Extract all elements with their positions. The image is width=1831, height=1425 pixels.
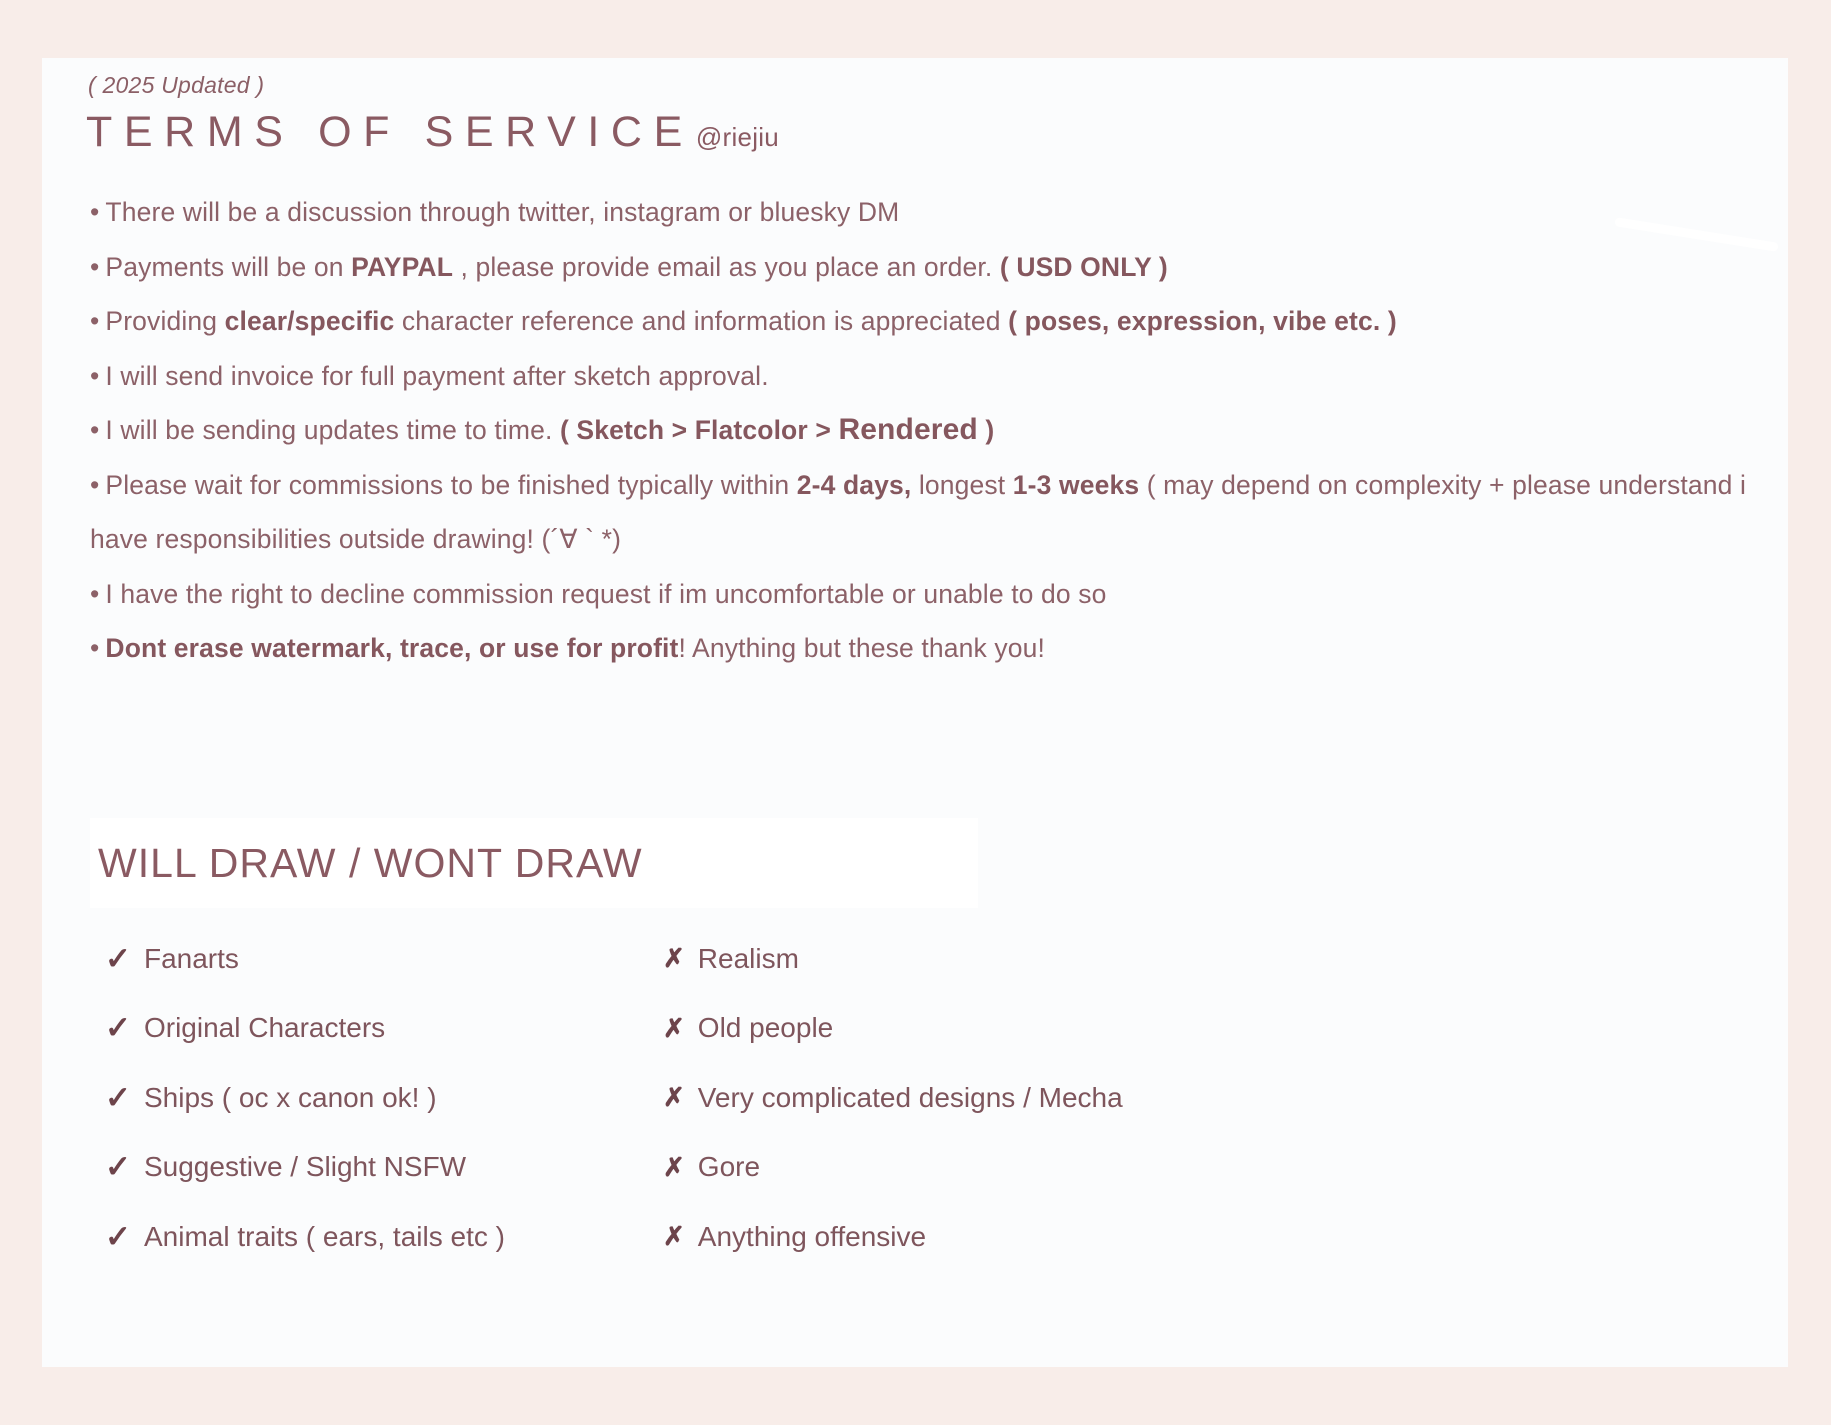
bullet-marker: • xyxy=(90,469,100,500)
tos-bullet-text: 2-4 days, xyxy=(796,469,912,500)
bullet-marker: • xyxy=(90,251,100,282)
list-item-label: Realism xyxy=(697,942,799,974)
list-item-label: Suggestive / Slight NSFW xyxy=(143,1151,467,1183)
tos-bullet-text: Please wait for commissions to be finished typically within xyxy=(105,469,797,500)
artist-handle: @riejiu xyxy=(695,122,779,152)
list-item xyxy=(105,1133,505,1203)
tos-bullet-text: Rendered xyxy=(838,413,978,446)
tos-bullet-text: I will send invoice for full payment after sketch approval. xyxy=(105,360,769,391)
tos-bullet-text: character reference and information is appreciated xyxy=(394,306,1009,336)
tos-bullet-text: ( Sketch > Flatcolor > xyxy=(559,415,839,445)
list-item-label: Animal traits ( ears, tails etc ) xyxy=(143,1220,505,1252)
tos-bullet-text: ( may depend on complexity + please understand i have responsibilities outside drawing! (´∀ ` *) xyxy=(90,469,1746,554)
cross-icon: ✗ xyxy=(663,1082,685,1113)
will-draw-list xyxy=(105,924,505,1272)
bullet-marker: • xyxy=(90,360,100,391)
list-item xyxy=(105,924,505,994)
list-item xyxy=(663,1063,1123,1133)
check-icon: ✓ xyxy=(105,1079,131,1115)
list-item-label: Gore xyxy=(697,1151,761,1183)
tos-bullet-text: ( USD ONLY ) xyxy=(999,251,1168,282)
tos-bullet-text: clear/specific xyxy=(224,306,395,336)
check-icon: ✓ xyxy=(105,1010,131,1046)
list-item-label: Very complicated designs / Mecha xyxy=(697,1081,1123,1113)
page-title: TERMS OF SERVICE xyxy=(86,108,694,156)
cross-icon: ✗ xyxy=(663,943,685,974)
list-item xyxy=(105,1202,505,1272)
tos-bullet xyxy=(90,621,1755,676)
list-item-label: Old people xyxy=(697,1012,834,1044)
tos-bullet-text: I have the right to decline commission request if im uncomfortable or unable to do so xyxy=(105,578,1107,609)
tos-bullet xyxy=(90,185,1755,240)
list-item-label: Fanarts xyxy=(143,942,239,974)
tos-bullet-text: ( poses, expression, vibe etc. ) xyxy=(1008,306,1397,336)
list-item-label: Anything offensive xyxy=(697,1220,927,1252)
tos-bullet-text: Providing xyxy=(105,306,225,336)
tos-bullet-text: 1-3 weeks xyxy=(1012,469,1140,500)
list-item xyxy=(663,994,1123,1064)
bullet-marker: • xyxy=(90,306,100,336)
bullet-marker: • xyxy=(90,197,100,227)
cross-icon: ✗ xyxy=(663,1151,685,1182)
list-item xyxy=(105,994,505,1064)
wont-draw-list xyxy=(663,924,1123,1272)
updated-note: ( 2025 Updated ) xyxy=(88,72,265,98)
tos-bullet xyxy=(90,349,1755,404)
title-row xyxy=(86,108,779,157)
tos-bullet-text: I will be sending updates time to time. xyxy=(105,415,560,445)
tos-bullet-list xyxy=(90,185,1755,676)
list-item-label: Ships ( oc x canon ok! ) xyxy=(143,1081,437,1113)
tos-bullet xyxy=(90,403,1755,458)
tos-bullet-text: PAYPAL xyxy=(351,251,454,282)
tos-bullet xyxy=(90,240,1755,295)
bullet-marker: • xyxy=(90,578,100,609)
list-item xyxy=(663,1133,1123,1203)
tos-bullet-text: , please provide email as you place an order. xyxy=(453,251,1000,282)
bullet-marker: • xyxy=(90,415,100,445)
list-item xyxy=(663,1202,1123,1272)
tos-card xyxy=(42,58,1788,1367)
tos-bullet-text: Payments will be on xyxy=(105,251,352,282)
list-item xyxy=(663,924,1123,994)
bullet-marker: • xyxy=(90,633,100,663)
tos-bullet-text: longest xyxy=(911,469,1013,500)
will-wont-draw-title: WILL DRAW / WONT DRAW xyxy=(98,840,643,886)
tos-bullet xyxy=(90,567,1755,622)
tos-bullet xyxy=(90,294,1755,349)
section-header-band xyxy=(90,818,978,908)
tos-bullet-text: ) xyxy=(977,415,995,445)
list-item xyxy=(105,1063,505,1133)
tos-bullet-text: ! Anything but these thank you! xyxy=(678,633,1046,663)
tos-bullet-text: Dont erase watermark, trace, or use for profit xyxy=(105,633,679,663)
tos-bullet-text: There will be a discussion through twitter, instagram or bluesky DM xyxy=(105,197,900,227)
check-icon: ✓ xyxy=(105,1218,131,1254)
tos-bullet xyxy=(90,458,1755,567)
cross-icon: ✗ xyxy=(663,1012,685,1043)
check-icon: ✓ xyxy=(105,1149,131,1185)
list-item-label: Original Characters xyxy=(143,1012,386,1044)
cross-icon: ✗ xyxy=(663,1221,685,1252)
check-icon: ✓ xyxy=(105,940,131,976)
